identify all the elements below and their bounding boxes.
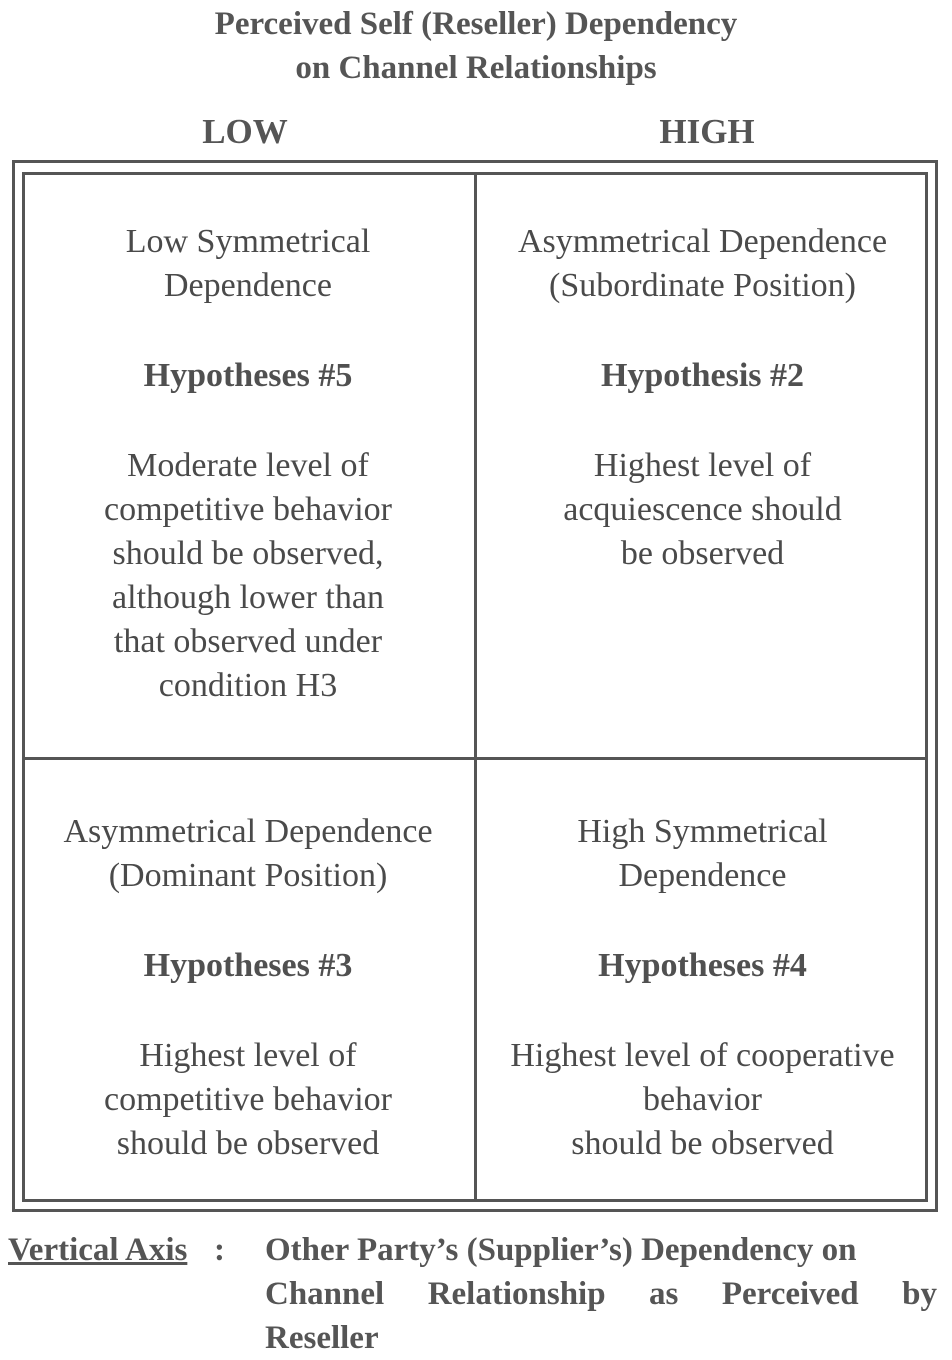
prediction-line: should be observed [116,1125,380,1162]
prediction-line: condition H3 [158,667,338,704]
quadrant-top-right [480,220,925,576]
prediction-text [480,1034,925,1166]
prediction-text [25,1034,471,1166]
prediction-line: Moderate level of [127,447,369,484]
column-header-low: LOW [202,112,288,151]
matrix-vertical-divider [474,172,477,1202]
hypothesis-label: Hypotheses #4 [598,947,807,984]
title-line-2: on Channel Relationships [295,50,657,86]
quadrant-bottom-right [480,810,925,1166]
prediction-text [25,444,471,708]
condition-line: (Dominant Position) [108,857,388,894]
axis-word: as [649,1276,679,1312]
axis-word: Channel [265,1276,385,1312]
prediction-line: Highest level of [139,1037,357,1074]
prediction-text [480,444,925,576]
column-header-high: HIGH [659,112,755,151]
condition-line: (Subordinate Position) [549,267,856,304]
condition-label [25,810,471,898]
vertical-axis-description [265,1228,937,1360]
axis-description-line: Other Party’s (Supplier’s) Dependency on [265,1232,857,1268]
diagram-title [0,2,952,90]
prediction-line: Highest level of cooperative [510,1037,895,1074]
quadrant-bottom-left [25,810,471,1166]
title-line-1: Perceived Self (Reseller) Dependency [214,6,738,42]
axis-word: Relationship [427,1276,606,1312]
condition-line: Dependence [618,857,787,894]
hypothesis-label: Hypotheses #5 [143,357,353,394]
prediction-line: should be observed, [112,535,384,572]
condition-label [480,220,925,308]
condition-line: Low Symmetrical [125,223,371,260]
condition-line: Asymmetrical Dependence [517,223,888,260]
quadrant-top-left [25,220,471,708]
vertical-axis-colon: : [214,1232,225,1268]
prediction-line: that observed under [113,623,383,660]
vertical-axis-label: Vertical Axis [8,1232,188,1268]
prediction-line: acquiescence should [563,491,842,528]
prediction-line: should be observed [571,1125,834,1162]
matrix-horizontal-divider [22,757,928,760]
condition-line: High Symmetrical [577,813,828,850]
prediction-line: competitive behavior [104,491,392,528]
prediction-line: Highest level of [593,447,812,484]
prediction-line: be observed [620,535,785,572]
axis-word: Perceived [721,1276,859,1312]
hypothesis-label: Hypotheses #3 [143,947,353,984]
prediction-line: competitive behavior [104,1081,392,1118]
condition-line: Dependence [163,267,332,304]
axis-description-line [265,1272,937,1316]
axis-description-line: Reseller [265,1320,379,1356]
condition-line: Asymmetrical Dependence [63,813,433,850]
prediction-line: behavior [643,1081,762,1118]
condition-label [480,810,925,898]
prediction-line: although lower than [112,579,384,616]
axis-word: by [902,1276,937,1312]
hypothesis-label: Hypothesis #2 [600,357,805,394]
condition-label [25,220,471,308]
